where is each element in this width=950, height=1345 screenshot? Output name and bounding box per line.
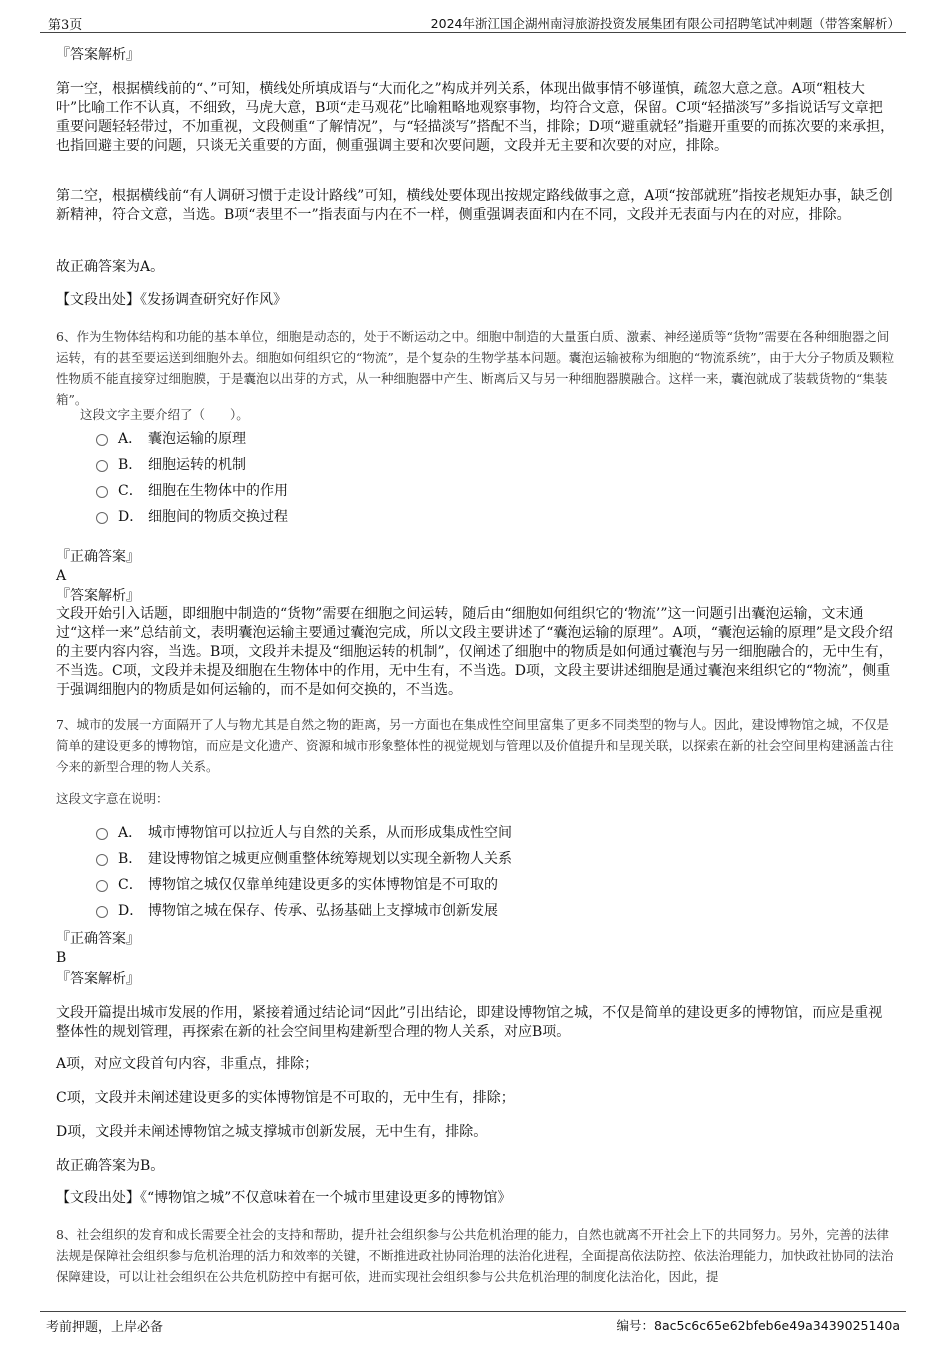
q7-analysis-paragraph-1: 文段开篇提出城市发展的作用，紧接着通过结论词“因此”引出结论，即建设博物馆之城，不仅是简单的建设更多的博物馆，而应是重视整体性的规划管理，再探索在新的社会空间里构建新型合理的物人关系，对应B项。 bbox=[56, 1005, 883, 1040]
q7-analysis-label: 『答案解析』 bbox=[56, 971, 140, 987]
q5-source: 【文段出处】《发扬调查研究好作风》 bbox=[56, 292, 287, 308]
q6-option-c[interactable]: C． 细胞在生物体中的作用 bbox=[96, 480, 288, 500]
radio-icon[interactable] bbox=[96, 460, 108, 472]
radio-icon[interactable] bbox=[96, 434, 108, 446]
q5-analysis-paragraph-1: 第一空，根据横线前的“、”可知，横线处所填成语与“大而化之”构成并列关系，体现出做事情不够谨慎，疏忽大意之意。A项“粗枝大叶”比喻工作不认真，不细致，马虎大意，B项“走马观花”比喻粗略地观察事物，均符合文意，保留。C项“轻描淡写”多指说话写文章把重要问题轻轻带过，不加重视，文段侧重“了解情况”，与“轻描淡写”搭配不当，排除；D项“避重就轻”指避开重要的而拣次要的来承担，也指回避主要的问题，只谈无关重要的方面，侧重强调主要和次要问题，文段并无主要和次要的对应，排除。 bbox=[56, 81, 895, 154]
q7-answer: B bbox=[56, 950, 67, 966]
q6-stem: 6、作为生物体结构和功能的基本单位，细胞是动态的，处于不断运动之中。细胞中制造的大量蛋白质、激素、神经递质等“货物”需要在各种细胞器之间运转，有的甚至要运送到细胞外去。细胞如何组织它的“物流”，是个复杂的生物学基本问题。囊泡运输被称为细胞的“物流系统”，由于大分子物质及颗粒性物质不能直接穿过细胞膜，于是囊泡以出芽的方式，从一种细胞器中产生、断离后又与另一种细胞器膜融合。这样一来，囊泡就成了装载货物的“集装箱”。 bbox=[56, 329, 895, 407]
q5-analysis-paragraph-2: 第二空，根据横线前“有人调研习惯于走设计路线”可知，横线处要体现出按规定路线做事之意，A项“按部就班”指按老规矩办事，缺乏创新精神，符合文意，当选。B项“表里不一”指表面与内在不一样，侧重强调表面和内在不同，文段并无表面与内在的对应，排除。 bbox=[56, 188, 893, 223]
q7-stem: 7、城市的发展一方面隔开了人与物尤其是自然之物的距离，另一方面也在集成性空间里富集了更多不同类型的物与人。因此，建设博物馆之城，不仅是简单的建设更多的博物馆，而应是文化遗产、资源和城市形象整体性的视觉规划与管理以及价值提升和呈现关联，以探索在新的社会空间里构建涵盖古往今来的新型合理的物人关系。 bbox=[56, 717, 894, 774]
q6-option-b[interactable]: B． 细胞运转的机制 bbox=[96, 454, 246, 474]
radio-icon[interactable] bbox=[96, 880, 108, 892]
q5-analysis-label: 『答案解析』 bbox=[56, 47, 140, 63]
q7-analysis-paragraph-2: A项，对应文段首句内容，非重点，排除； bbox=[56, 1056, 319, 1072]
page-footer bbox=[40, 1311, 906, 1334]
q6-answer: A bbox=[56, 568, 67, 584]
document-id: 编号：8ac5c6c65e62bfeb6e49a3439025140a bbox=[616, 1318, 900, 1333]
q6-prompt: 这段文字主要介绍了（ ）。 bbox=[80, 407, 249, 422]
q7-analysis-paragraph-4: D项，文段并未阐述博物馆之城支撑城市创新发展，无中生有，排除。 bbox=[56, 1124, 488, 1140]
page-header bbox=[40, 10, 906, 33]
q6-option-d[interactable]: D． 细胞间的物质交换过程 bbox=[96, 506, 288, 526]
q7-answer-label: 『正确答案』 bbox=[56, 931, 140, 947]
q6-analysis-label: 『答案解析』 bbox=[56, 588, 140, 604]
q7-option-a[interactable]: A． 城市博物馆可以拉近人与自然的关系，从而形成集成性空间 bbox=[96, 822, 512, 842]
radio-icon[interactable] bbox=[96, 828, 108, 840]
document-title: 2024年浙江国企湖州南浔旅游投资发展集团有限公司招聘笔试冲刺题（带答案解析） bbox=[430, 16, 900, 31]
q6-answer-label: 『正确答案』 bbox=[56, 549, 140, 565]
q5-conclusion: 故正确答案为A。 bbox=[56, 259, 165, 275]
q7-option-b[interactable]: B． 建设博物馆之城更应侧重整体统筹规划以实现全新物人关系 bbox=[96, 848, 512, 868]
q7-prompt: 这段文字意在说明： bbox=[56, 791, 169, 806]
footer-slogan: 考前押题，上岸必备 bbox=[46, 1320, 164, 1335]
radio-icon[interactable] bbox=[96, 486, 108, 498]
radio-icon[interactable] bbox=[96, 906, 108, 918]
radio-icon[interactable] bbox=[96, 854, 108, 866]
q7-source: 【文段出处】《“博物馆之城”不仅意味着在一个城市里建设更多的博物馆》 bbox=[56, 1190, 512, 1206]
q6-option-a[interactable]: A． 囊泡运输的原理 bbox=[96, 428, 246, 448]
q7-option-d[interactable]: D． 博物馆之城在保存、传承、弘扬基础上支撑城市创新发展 bbox=[96, 900, 498, 920]
q8-stem: 8、社会组织的发育和成长需要全社会的支持和帮助，提升社会组织参与公共危机治理的能力，自然也就离不开社会上下的共同努力。另外，完善的法律法规是保障社会组织参与危机治理的活力和效率的关键，不断推进政社协同治理的法治化进程，全面提高依法防控、依法治理能力，加快政社协同的法治保障建设，可以让社会组织在公共危机防控中有据可依，进而实现社会组织参与公共危机治理的制度化法治化，因此，提 bbox=[56, 1227, 894, 1284]
radio-icon[interactable] bbox=[96, 512, 108, 524]
q7-option-c[interactable]: C． 博物馆之城仅仅靠单纯建设更多的实体博物馆是不可取的 bbox=[96, 874, 498, 894]
q7-analysis-paragraph-3: C项，文段并未阐述建设更多的实体博物馆是不可取的，无中生有，排除； bbox=[56, 1090, 515, 1106]
page-number: 第3页 bbox=[48, 18, 83, 33]
q6-analysis: 文段开始引入话题，即细胞中制造的“货物”需要在细胞之间运转，随后由“细胞如何组织它的‘物流’”这一问题引出囊泡运输，文末通过“这样一来”总结前文，表明囊泡运输主要通过囊泡完成，所以文段主要讲述了“囊泡运输的原理”。A项，“囊泡运输的原理”是文段介绍的主要内容内容，当选。B项，文段并未提及“细胞运转的机制”，仅阐述了细胞中的物质是如何通过囊泡与另一细胞融合的，无中生有，不当选。C项，文段并未提及细胞在生物体中的作用，无中生有，不当选。D项，文段主要讲述细胞是通过囊泡来组织它的“物流”，侧重于强调细胞内的物质是如何运输的，而不是如何交换的，不当选。 bbox=[56, 606, 894, 698]
q7-conclusion: 故正确答案为B。 bbox=[56, 1158, 165, 1174]
